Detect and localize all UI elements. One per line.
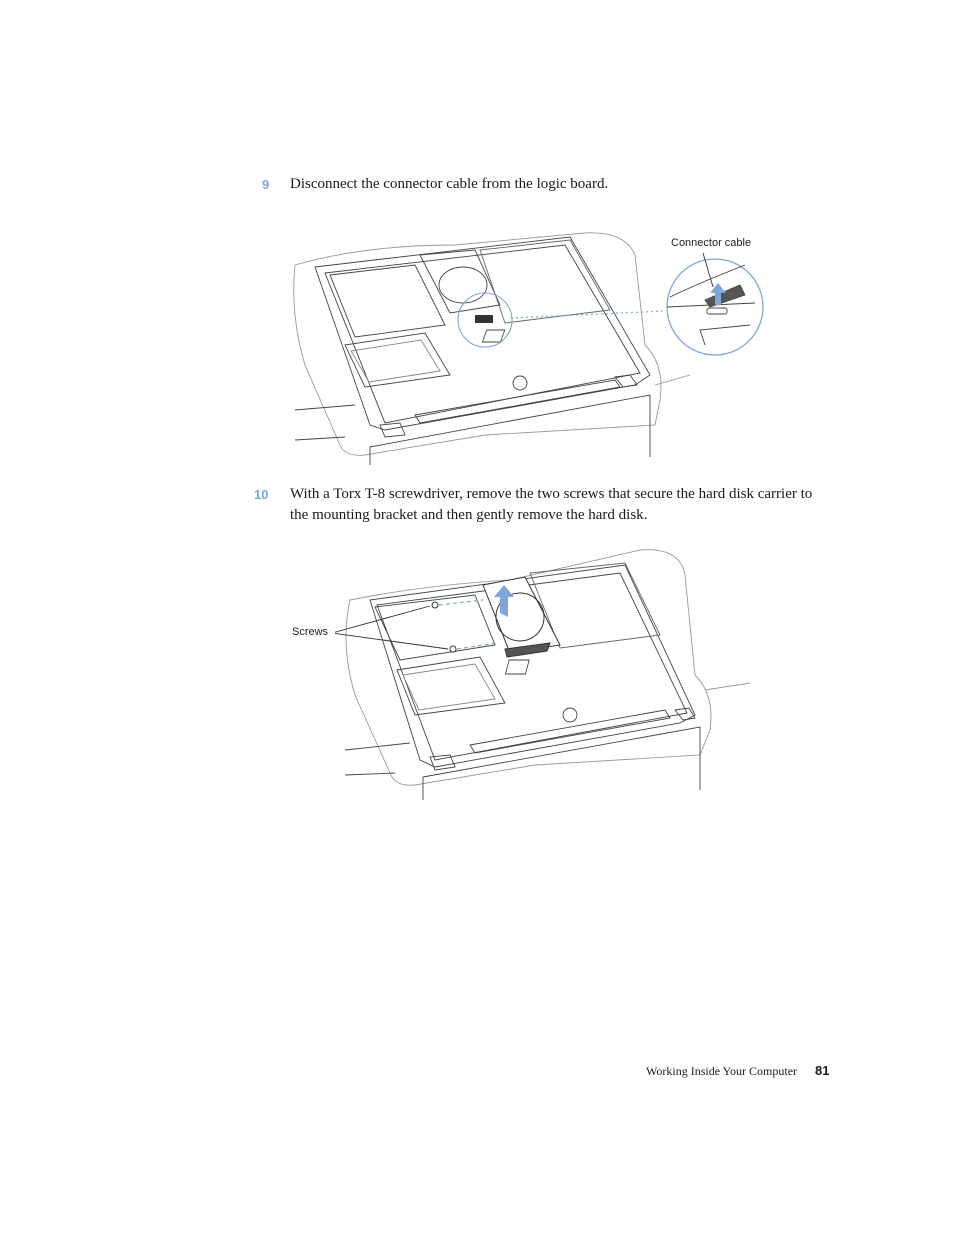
step-number: 10 <box>254 487 269 502</box>
laptop-hard-disk-illustration <box>335 545 755 800</box>
step-number: 9 <box>262 177 270 192</box>
laptop-connector-illustration <box>285 225 775 465</box>
screws-callout: Screws <box>292 626 329 638</box>
footer-section-title: Working Inside Your Computer <box>646 1064 798 1078</box>
page-number: 81 <box>815 1063 830 1078</box>
connector-cable-callout: Connector cable <box>671 237 752 249</box>
step-text: Disconnect the connector cable from the logic board. <box>290 176 609 192</box>
step-text: With a Torx T-8 screwdriver, remove the two screws that secure the hard disk carrier to the mounting bracket and then gently remove the hard disk. <box>290 486 813 523</box>
